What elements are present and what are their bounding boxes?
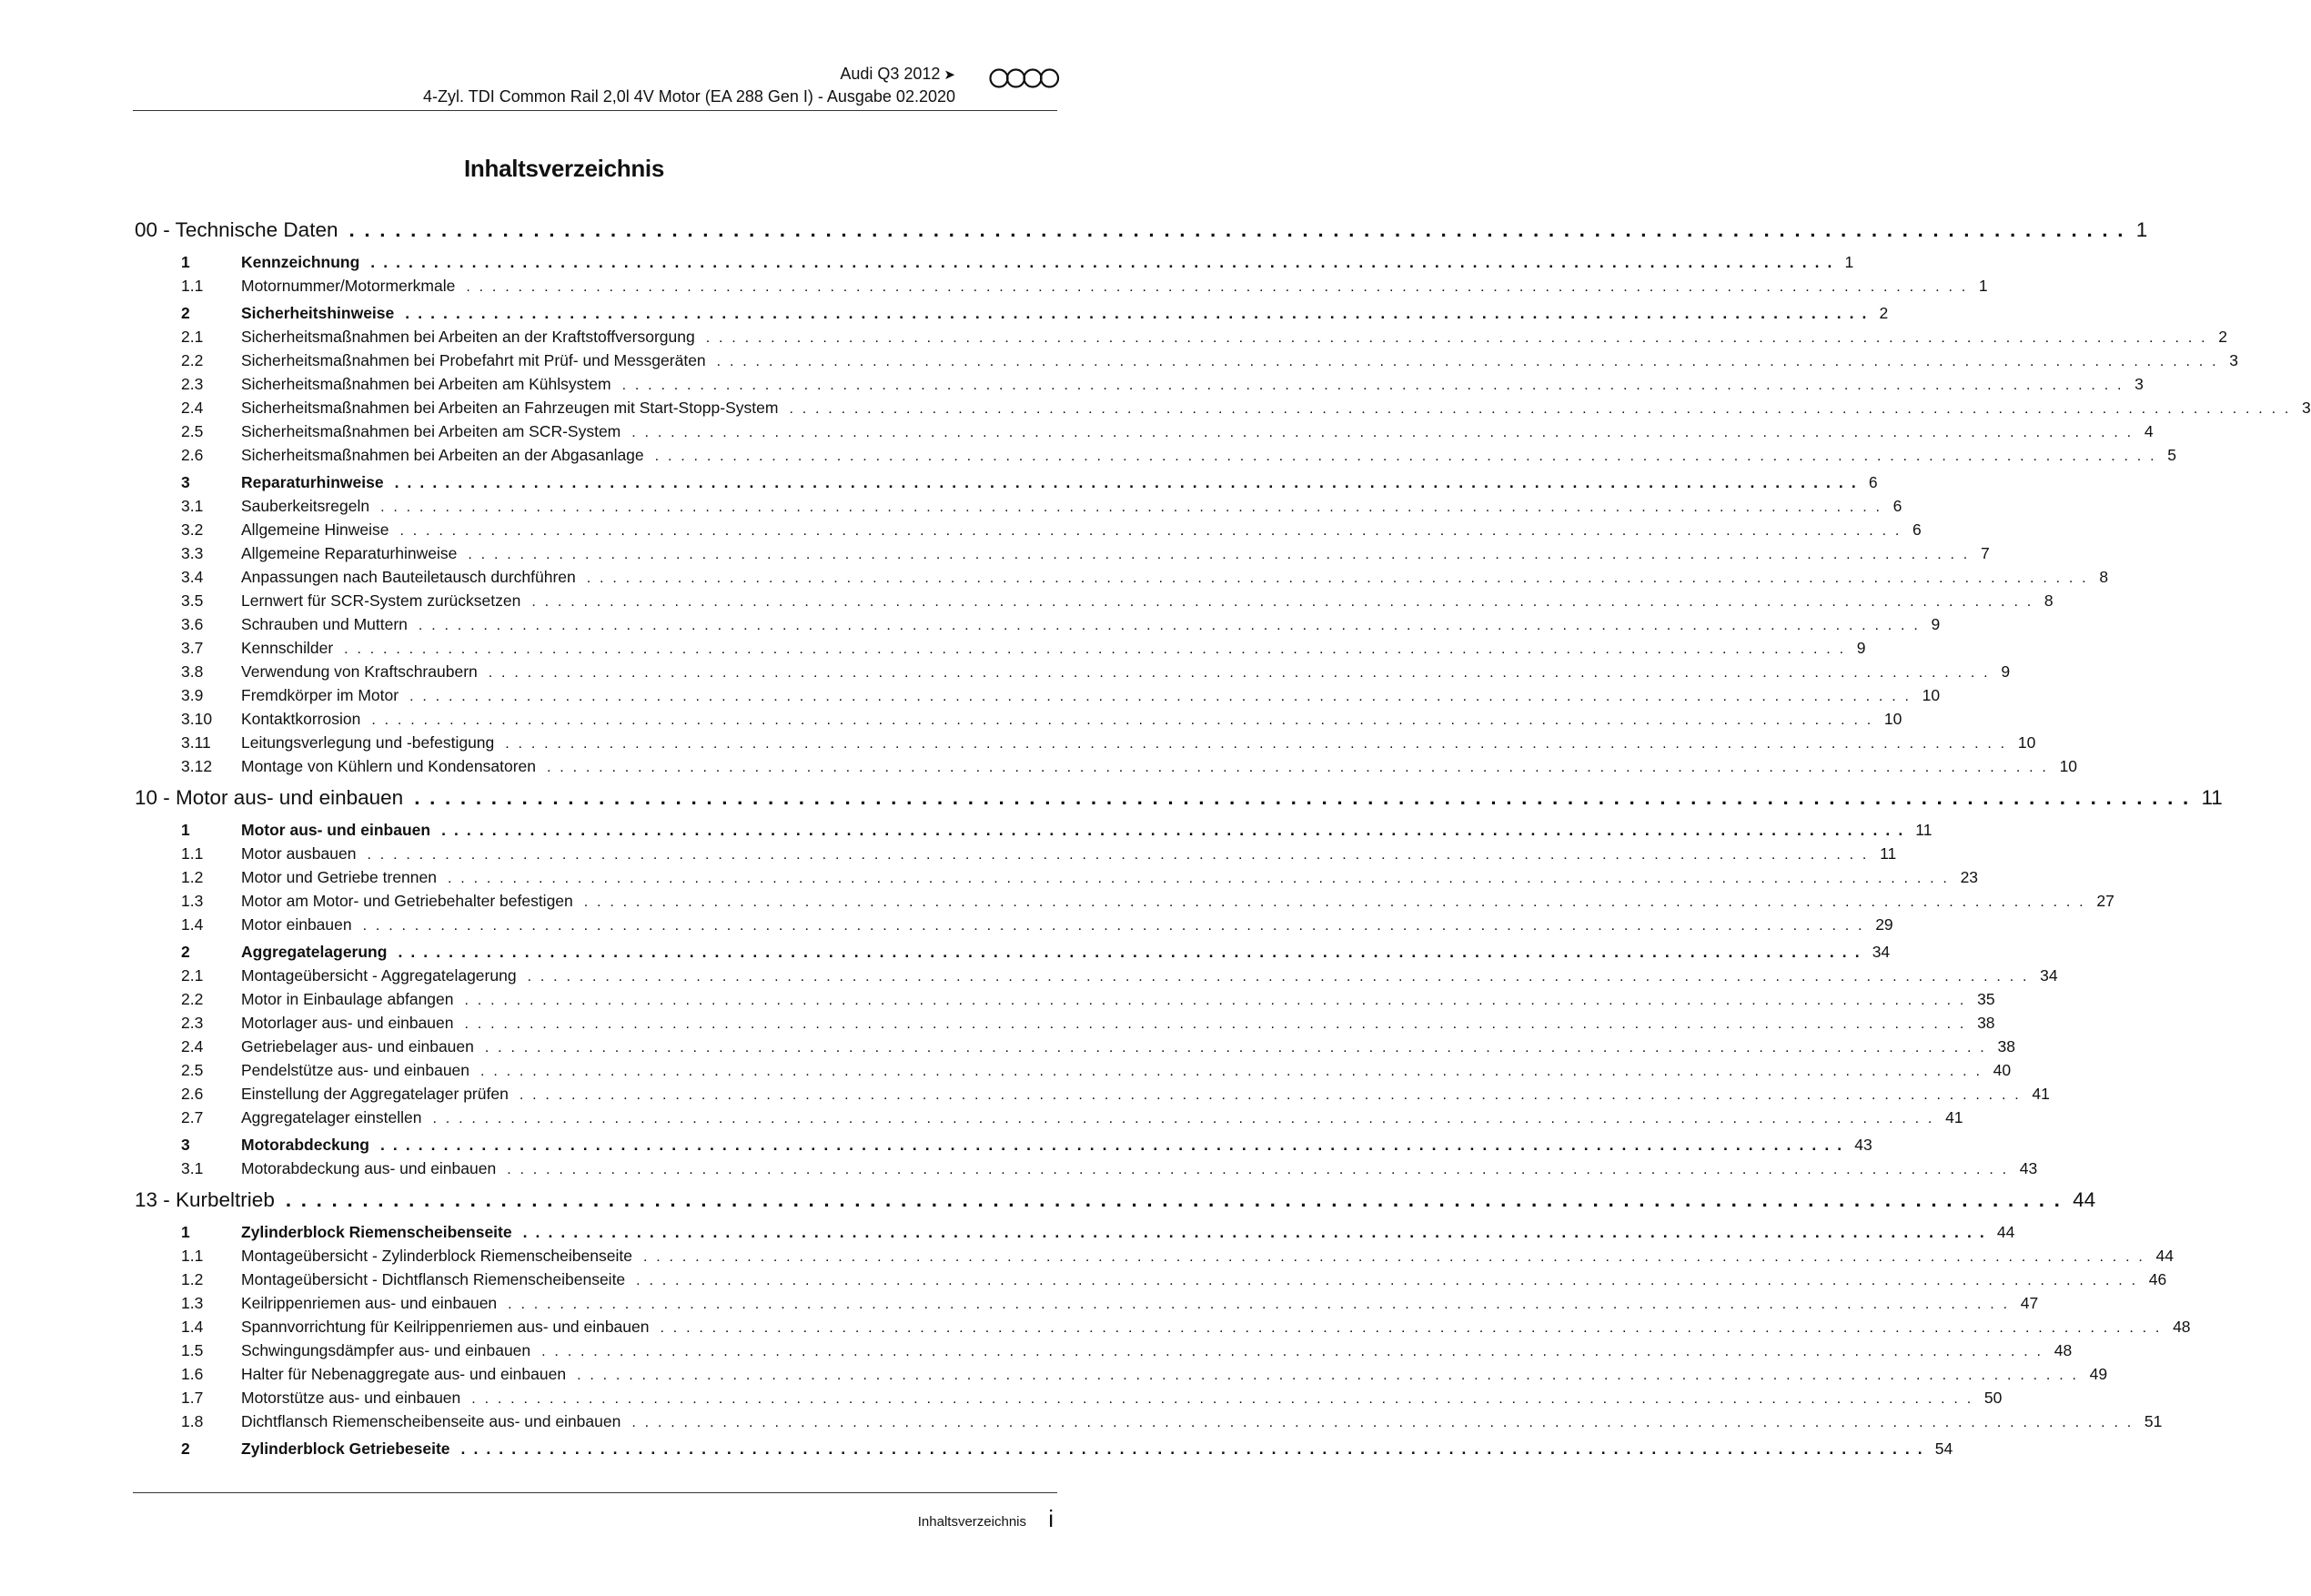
toc-entry-number: 1.2 (181, 868, 204, 886)
dot-leader: . . . . . . . . . . . . . . . . . . . . . . . . . . . . . . . . . . . . . . . . . . . . . . . . . . . . . . . . . . . . . . . . . . . . . . . . . . . . . . . . . . . . . . . . . . . . . . . . . . . . . . . . . . . . . . . . . . . . (379, 1136, 1844, 1154)
toc-entry-number: 3.3 (181, 544, 204, 562)
toc-entry-page: 54 (1934, 1439, 1953, 1458)
toc-entry-title: Montageübersicht - Aggregatelagerung (241, 966, 517, 985)
toc-entry-title: Getriebelager aus- und einbauen (241, 1037, 474, 1056)
dot-leader: . . . . . . . . . . . . . . . . . . . . . . . . . . . . . . . . . . . . . . . . . . . . . . . . . . . . . . . . . . . . . . . . . . . . . . . . . . . . . . . . . . . . . . . . . . . . . . . . . . . . . . . . . . . . . . . . . . . . (480, 1064, 1983, 1079)
toc-sub-row[interactable] (135, 1341, 2073, 1365)
toc-entry-number: 3.1 (181, 1159, 204, 1177)
toc-entry-page: 38 (1997, 1037, 2015, 1056)
toc-section-row[interactable] (135, 1439, 1953, 1463)
toc-entry-title: Allgemeine Reparaturhinweise (241, 544, 458, 562)
toc-entry-title: Motor aus- und einbauen (241, 821, 431, 839)
arrow-icon: ➤ (944, 67, 955, 83)
dot-leader: . . . . . . . . . . . . . . . . . . . . . . . . . . . . . . . . . . . . . . . . . . . . . . . . . . . . . . . . . . . . . . . . . . . . . . . . . . . . . . . . . . . . . . . . . . . . . . . . . . . . . . . . . . . . . . . . . . . . (460, 1439, 1924, 1458)
dot-leader: . . . . . . . . . . . . . . . . . . . . . . . . . . . . . . . . . . . . . . . . . . . . . . . . . . . . . . . . . . . . . . . . . . . . . . . . . . . . . . . . . . . . . . . . . . . . . . . . . . . . . . . . . . . . . . . . . . . . (519, 1087, 2022, 1103)
toc-entry-title: Motorabdeckung (241, 1136, 369, 1154)
toc-entry-page: 51 (2144, 1412, 2163, 1430)
toc-entry-title: Montageübersicht - Zylinderblock Riemenscheibenseite (241, 1247, 632, 1265)
toc-entry-page: 50 (1983, 1389, 2003, 1407)
dot-leader: . . . . . . . . . . . . . . . . . . . . . . . . . . . . . . . . . . . . . . . . . . . . . . . . . . . . . . . . . . . . . . . . . . . . . . . . . . . . . . . . . . . . . . . . . . . . . . . . . . . . . . . . . . . . . . . . . . . . (631, 425, 2134, 440)
toc-entry-page: 38 (1977, 1014, 1995, 1032)
footer-section-name: Inhaltsverzeichnis (917, 1514, 1026, 1530)
toc-sub-row[interactable] (135, 1270, 2167, 1294)
toc-entry-title: Motornummer/Motormerkmale (241, 277, 456, 295)
toc-entry-number: 3.1 (181, 497, 204, 515)
dot-leader: . . . . . . . . . . . . . . . . . . . . . . . . . . . . . . . . . . . . . . . . . . . . . . . . . . . . . . . . . . . . . . . . . . . . . . . . . . . . . . . . . . . . . . . . . . . . . . . . . . . . . . . . . . . . . . . . . . . . (508, 1297, 2010, 1312)
toc-entry-number: 1.4 (181, 915, 204, 934)
toc-sub-row[interactable] (135, 568, 2109, 591)
dot-leader: . . . . . . . . . . . . . . . . . . . . . . . . . . . . . . . . . . . . . . . . . . . . . . . . . . . . . . . . . . . . . . . . . . . . . . . . . . . . . . . . . . . . . . . . . . . . . . . . . . . . . . . . . . . . . . . . . . . . (464, 993, 1967, 1008)
toc-entry-number: 3.6 (181, 615, 204, 633)
toc-entry-title: Aggregatelager einstellen (241, 1108, 422, 1126)
toc-entry-page: 6 (1892, 497, 1902, 515)
toc-section-row[interactable] (135, 943, 1891, 966)
toc-entry-number: 1.7 (181, 1389, 204, 1407)
toc-sub-row[interactable] (135, 591, 2054, 615)
toc-entry-title: Sicherheitsmaßnahmen bei Arbeiten an Fahrzeugen mit Start-Stopp-System (241, 399, 779, 417)
header-engine: 4-Zyl. TDI Common Rail 2,0l 4V Motor (EA 288 Gen I) - Ausgabe 02.2020 (423, 87, 955, 106)
dot-leader: . . . . . . . . . . . . . . . . . . . . . . . . . . . . . . . . . . . . . . . . . . . . . . . . . . . . . . . . . . . . . . . . . . . . . . . . . . . . . . . . . . . . . . . . . . . . . . . . . . . . . . . . . . . . . . . . . . . . (705, 330, 2208, 346)
toc-entry-page: 43 (2019, 1159, 2038, 1177)
toc-entry-title: Fremdkörper im Motor (241, 686, 399, 704)
toc-entry-title: Motorlager aus- und einbauen (241, 1014, 454, 1032)
toc-entry-page: 35 (1977, 990, 1995, 1008)
toc-entry-title: Spannvorrichtung für Keilrippenriemen aus- und einbauen (241, 1318, 650, 1336)
toc-entry-page: 2 (1879, 304, 1889, 322)
toc-entry-page: 3 (2302, 399, 2311, 417)
dot-leader: . . . . . . . . . . . . . . . . . . . . . . . . . . . . . . . . . . . . . . . . . . . . . . . . . . . . . . . . . . . . . . . . . . . . . . . . . . . . . . . . . . . . . . . . . . . . . . . . . . . . . . . . . . . . . . . . . . . . (285, 1188, 2063, 1211)
toc-entry-page: 44 (2073, 1188, 2096, 1211)
toc-entry-page: 48 (2173, 1318, 2191, 1336)
toc-entry-number: 2.2 (181, 990, 204, 1008)
toc-entry-title: Sauberkeitsregeln (241, 497, 370, 515)
dot-leader: . . . . . . . . . . . . . . . . . . . . . . . . . . . . . . . . . . . . . . . . . . . . . . . . . . . . . . . . . . . . . . . . . . . . . . . . . . . . . . . . . . . . . . . . . . . . . . . . . . . . . . . . . . . . . . . . . . . . (464, 1016, 1967, 1032)
page-title: Inhaltsverzeichnis (463, 155, 665, 182)
toc-entry-number: 2 (181, 943, 190, 961)
toc-sub-row[interactable] (135, 446, 2176, 470)
toc-entry-title: Kennzeichnung (241, 253, 360, 271)
toc-entry-number: 3 (181, 1136, 190, 1154)
dot-leader: . . . . . . . . . . . . . . . . . . . . . . . . . . . . . . . . . . . . . . . . . . . . . . . . . . . . . . . . . . . . . . . . . . . . . . . . . . . . . . . . . . . . . . . . . . . . . . . . . . . . . . . . . . . . . . . . . . . . (547, 760, 2049, 775)
dot-leader: . . . . . . . . . . . . . . . . . . . . . . . . . . . . . . . . . . . . . . . . . . . . . . . . . . . . . . . . . . . . . . . . . . . . . . . . . . . . . . . . . . . . . . . . . . . . . . . . . . . . . . . . . . . . . . . . . . . . (362, 918, 1865, 934)
toc-entry-number: 2.5 (181, 422, 204, 440)
footer-page-number: i (1048, 1505, 1054, 1532)
toc-entry-title: Lernwert für SCR-System zurücksetzen (241, 591, 521, 610)
toc-entry-number: 3.5 (181, 591, 204, 610)
toc-entry-page: 34 (1872, 943, 1891, 961)
dot-leader: . . . . . . . . . . . . . . . . . . . . . . . . . . . . . . . . . . . . . . . . . . . . . . . . . . . . . . . . . . . . . . . . . . . . . . . . . . . . . . . . . . . . . . . . . . . . . . . . . . . . . . . . . . . . . . . . . . . . (789, 401, 2292, 417)
toc-entry-title: 10 - Motor aus- und einbauen (135, 786, 404, 809)
toc-section-row[interactable] (135, 253, 1854, 277)
toc-entry-title: Einstellung der Aggregatelager prüfen (241, 1085, 509, 1103)
toc-entry-number: 2 (181, 1439, 190, 1458)
toc-entry-title: Motor am Motor- und Getriebehalter befestigen (241, 892, 573, 910)
toc-entry-title: Aggregatelagerung (241, 943, 388, 961)
toc-entry-number: 2.4 (181, 1037, 204, 1056)
dot-leader: . . . . . . . . . . . . . . . . . . . . . . . . . . . . . . . . . . . . . . . . . . . . . . . . . . . . . . . . . . . . . . . . . . . . . . . . . . . . . . . . . . . . . . . . . . . . . . . . . . . . . . . . . . . . . . . . . . . . (468, 547, 1970, 562)
toc-entry-number: 2.3 (181, 375, 204, 393)
toc-entry-number: 1.8 (181, 1412, 204, 1430)
header-model (136, 64, 955, 86)
toc-sub-row[interactable] (135, 1389, 2003, 1412)
toc-entry-page: 9 (1931, 615, 1941, 633)
dot-leader: . . . . . . . . . . . . . . . . . . . . . . . . . . . . . . . . . . . . . . . . . . . . . . . . . . . . . . . . . . . . . . . . . . . . . . . . . . . . . . . . . . . . . . . . . . . . . . . . . . . . . . . . . . . . . . . . . . . . (586, 571, 2089, 586)
toc-entry-page: 1 (1978, 277, 1988, 295)
toc-entry-page: 6 (1868, 473, 1878, 491)
toc-entry-page: 49 (2089, 1365, 2108, 1383)
toc-entry-title: Montageübersicht - Dichtflansch Riemenscheibenseite (241, 1270, 626, 1288)
toc-entry-number: 2.1 (181, 966, 204, 985)
dot-leader: . . . . . . . . . . . . . . . . . . . . . . . . . . . . . . . . . . . . . . . . . . . . . . . . . . . . . . . . . . . . . . . . . . . . . . . . . . . . . . . . . . . . . . . . . . . . . . . . . . . . . . . . . . . . . . . . . . . . (654, 449, 2157, 464)
toc-entry-title: Sicherheitsmaßnahmen bei Probefahrt mit Prüf- und Messgeräten (241, 351, 706, 369)
dot-leader: . . . . . . . . . . . . . . . . . . . . . . . . . . . . . . . . . . . . . . . . . . . . . . . . . . . . . . . . . . . . . . . . . . . . . . . . . . . . . . . . . . . . . . . . . . . . . . . . . . . . . . . . . . . . . . . . . . . . (432, 1111, 1935, 1126)
toc-entry-title: Zylinderblock Riemenscheibenseite (241, 1223, 512, 1241)
toc-entry-page: 41 (2032, 1085, 2050, 1103)
header-divider (133, 110, 1057, 111)
toc-entry-number: 2 (181, 304, 190, 322)
toc-entry-page: 5 (2167, 446, 2176, 464)
dot-leader: . . . . . . . . . . . . . . . . . . . . . . . . . . . . . . . . . . . . . . . . . . . . . . . . . . . . . . . . . . . . . . . . . . . . . . . . . . . . . . . . . . . . . . . . . . . . . . . . . . . . . . . . . . . . . . . . . . . . (380, 500, 1882, 515)
toc-section-row[interactable] (135, 304, 1889, 328)
toc-entry-title: Kontaktkorrosion (241, 710, 361, 728)
toc-entry-title: Montage von Kühlern und Kondensatoren (241, 757, 536, 775)
toc-sub-row[interactable] (135, 892, 2114, 915)
toc-entry-title: Sicherheitsmaßnahmen bei Arbeiten am SCR-System (241, 422, 621, 440)
toc-entry-number: 2.7 (181, 1108, 204, 1126)
toc-entry-page: 44 (2155, 1247, 2174, 1265)
toc-entry-title: Sicherheitsmaßnahmen bei Arbeiten an der Kraftstoffversorgung (241, 328, 695, 346)
toc-sub-row[interactable] (135, 1159, 2038, 1183)
dot-leader: . . . . . . . . . . . . . . . . . . . . . . . . . . . . . . . . . . . . . . . . . . . . . . . . . . . . . . . . . . . . . . . . . . . . . . . . . . . . . . . . . . . . . . . . . . . . . . . . . . . . . . . . . . . . . . . . . . . . (471, 1391, 1973, 1407)
toc-sub-row[interactable] (135, 915, 1893, 939)
dot-leader: . . . . . . . . . . . . . . . . . . . . . . . . . . . . . . . . . . . . . . . . . . . . . . . . . . . . . . . . . . . . . . . . . . . . . . . . . . . . . . . . . . . . . . . . . . . . . . . . . . . . . . . . . . . . . . . . . . . . (448, 871, 1950, 886)
toc-entry-number: 1 (181, 821, 190, 839)
toc-sub-row[interactable] (135, 1247, 2174, 1270)
toc-sub-row[interactable] (135, 1318, 2191, 1341)
toc-entry-page: 9 (1856, 639, 1866, 657)
toc-entry-page: 10 (1883, 710, 1902, 728)
toc-entry-page: 10 (1922, 686, 1941, 704)
toc-entry-title: Sicherheitshinweise (241, 304, 395, 322)
dot-leader: . . . . . . . . . . . . . . . . . . . . . . . . . . . . . . . . . . . . . . . . . . . . . . . . . . . . . . . . . . . . . . . . . . . . . . . . . . . . . . . . . . . . . . . . . . . . . . . . . . . . . . . . . . . . . . . . . . . . (583, 894, 2086, 910)
toc-entry-page: 27 (2096, 892, 2114, 910)
table-of-contents (135, 218, 2311, 1463)
toc-entry-title: Motor in Einbaulage abfangen (241, 990, 454, 1008)
toc-chapter-row[interactable] (135, 1188, 2096, 1219)
toc-sub-row[interactable] (135, 375, 2144, 399)
toc-entry-number: 3.4 (181, 568, 204, 586)
toc-sub-row[interactable] (135, 710, 1902, 733)
toc-sub-row[interactable] (135, 990, 1995, 1014)
toc-entry-page: 10 (2017, 733, 2036, 752)
toc-entry-number: 1.3 (181, 1294, 204, 1312)
toc-entry-title: Motor einbauen (241, 915, 352, 934)
toc-entry-page: 9 (2001, 662, 2011, 681)
toc-sub-row[interactable] (135, 844, 1897, 868)
toc-entry-number: 2.3 (181, 1014, 204, 1032)
toc-entry-page: 48 (2054, 1341, 2073, 1359)
toc-entry-title: 13 - Kurbeltrieb (135, 1188, 275, 1211)
toc-entry-page: 40 (1993, 1061, 2012, 1079)
dot-leader: . . . . . . . . . . . . . . . . . . . . . . . . . . . . . . . . . . . . . . . . . . . . . . . . . . . . . . . . . . . . . . . . . . . . . . . . . . . . . . . . . . . . . . . . . . . . . . . . . . . . . . . . . . . . . . . . . . . . (505, 736, 2007, 752)
toc-entry-page: 29 (1875, 915, 1893, 934)
toc-sub-row[interactable] (135, 615, 1941, 639)
toc-entry-number: 1 (181, 1223, 190, 1241)
dot-leader: . . . . . . . . . . . . . . . . . . . . . . . . . . . . . . . . . . . . . . . . . . . . . . . . . . . . . . . . . . . . . . . . . . . . . . . . . . . . . . . . . . . . . . . . . . . . . . . . . . . . . . . . . . . . . . . . . . . . (527, 969, 2030, 985)
toc-entry-number: 3.8 (181, 662, 204, 681)
toc-entry-number: 3.2 (181, 520, 204, 539)
toc-entry-page: 3 (2229, 351, 2238, 369)
toc-entry-page: 23 (1960, 868, 1979, 886)
dot-leader: . . . . . . . . . . . . . . . . . . . . . . . . . . . . . . . . . . . . . . . . . . . . . . . . . . . . . . . . . . . . . . . . . . . . . . . . . . . . . . . . . . . . . . . . . . . . . . . . . . . . . . . . . . . . . . . . . . . . (507, 1162, 2009, 1177)
toc-entry-title: Schwingungsdämpfer aus- und einbauen (241, 1341, 531, 1359)
toc-entry-number: 1.1 (181, 1247, 204, 1265)
toc-entry-title: Reparaturhinweise (241, 473, 384, 491)
toc-entry-title: Motor ausbauen (241, 844, 357, 863)
toc-entry-title: Allgemeine Hinweise (241, 520, 389, 539)
toc-entry-page: 7 (1980, 544, 1990, 562)
toc-entry-page: 1 (2135, 218, 2148, 241)
dot-leader: . . . . . . . . . . . . . . . . . . . . . . . . . . . . . . . . . . . . . . . . . . . . . . . . . . . . . . . . . . . . . . . . . . . . . . . . . . . . . . . . . . . . . . . . . . . . . . . . . . . . . . . . . . . . . . . . . . . . (541, 1344, 2044, 1359)
dot-leader: . . . . . . . . . . . . . . . . . . . . . . . . . . . . . . . . . . . . . . . . . . . . . . . . . . . . . . . . . . . . . . . . . . . . . . . . . . . . . . . . . . . . . . . . . . . . . . . . . . . . . . . . . . . . . . . . . . . . (394, 473, 1858, 491)
toc-entry-title: Schrauben und Muttern (241, 615, 408, 633)
toc-sub-row[interactable] (135, 520, 1922, 544)
dot-leader: . . . . . . . . . . . . . . . . . . . . . . . . . . . . . . . . . . . . . . . . . . . . . . . . . . . . . . . . . . . . . . . . . . . . . . . . . . . . . . . . . . . . . . . . . . . . . . . . . . . . . . . . . . . . . . . . . . . . (348, 218, 2125, 241)
toc-sub-row[interactable] (135, 1061, 2012, 1085)
toc-entry-number: 3.9 (181, 686, 204, 704)
toc-sub-row[interactable] (135, 639, 1866, 662)
dot-leader: . . . . . . . . . . . . . . . . . . . . . . . . . . . . . . . . . . . . . . . . . . . . . . . . . . . . . . . . . . . . . . . . . . . . . . . . . . . . . . . . . . . . . . . . . . . . . . . . . . . . . . . . . . . . . . . . . . . . (466, 279, 1968, 295)
dot-leader: . . . . . . . . . . . . . . . . . . . . . . . . . . . . . . . . . . . . . . . . . . . . . . . . . . . . . . . . . . . . . . . . . . . . . . . . . . . . . . . . . . . . . . . . . . . . . . . . . . . . . . . . . . . . . . . . . . . . (621, 378, 2124, 393)
toc-entry-number: 2.2 (181, 351, 204, 369)
toc-sub-row[interactable] (135, 1108, 1963, 1132)
toc-sub-row[interactable] (135, 277, 1988, 300)
toc-entry-page: 4 (2144, 422, 2154, 440)
toc-entry-page: 3 (2134, 375, 2144, 393)
toc-chapter-row[interactable] (135, 786, 2223, 817)
toc-entry-number: 1 (181, 253, 190, 271)
toc-entry-page: 41 (1945, 1108, 1963, 1126)
toc-entry-title: Kennschilder (241, 639, 334, 657)
toc-entry-page: 44 (1996, 1223, 2015, 1241)
toc-entry-number: 2.6 (181, 446, 204, 464)
dot-leader: . . . . . . . . . . . . . . . . . . . . . . . . . . . . . . . . . . . . . . . . . . . . . . . . . . . . . . . . . . . . . . . . . . . . . . . . . . . . . . . . . . . . . . . . . . . . . . . . . . . . . . . . . . . . . . . . . . . . (522, 1223, 1986, 1241)
toc-entry-title: Sicherheitsmaßnahmen bei Arbeiten an der Abgasanlage (241, 446, 644, 464)
dot-leader: . . . . . . . . . . . . . . . . . . . . . . . . . . . . . . . . . . . . . . . . . . . . . . . . . . . . . . . . . . . . . . . . . . . . . . . . . . . . . . . . . . . . . . . . . . . . . . . . . . . . . . . . . . . . . . . . . . . . (371, 712, 1873, 728)
toc-entry-number: 1.3 (181, 892, 204, 910)
toc-entry-title: Motorstütze aus- und einbauen (241, 1389, 461, 1407)
toc-entry-number: 1.6 (181, 1365, 204, 1383)
toc-entry-number: 1.2 (181, 1270, 204, 1288)
toc-entry-page: 11 (1880, 844, 1897, 863)
toc-entry-number: 3 (181, 473, 190, 491)
dot-leader: . . . . . . . . . . . . . . . . . . . . . . . . . . . . . . . . . . . . . . . . . . . . . . . . . . . . . . . . . . . . . . . . . . . . . . . . . . . . . . . . . . . . . . . . . . . . . . . . . . . . . . . . . . . . . . . . . . . . (399, 523, 1902, 539)
toc-entry-title: Pendelstütze aus- und einbauen (241, 1061, 470, 1079)
dot-leader: . . . . . . . . . . . . . . . . . . . . . . . . . . . . . . . . . . . . . . . . . . . . . . . . . . . . . . . . . . . . . . . . . . . . . . . . . . . . . . . . . . . . . . . . . . . . . . . . . . . . . . . . . . . . . . . . . . . . (370, 253, 1834, 271)
audi-rings-logo-icon (988, 67, 1061, 89)
toc-sub-row[interactable] (135, 422, 2154, 446)
toc-sub-row[interactable] (135, 1085, 2050, 1108)
toc-entry-number: 3.10 (181, 710, 213, 728)
toc-sub-row[interactable] (135, 757, 2078, 781)
toc-entry-page: 46 (2148, 1270, 2167, 1288)
toc-sub-row[interactable] (135, 351, 2238, 375)
dot-leader: . . . . . . . . . . . . . . . . . . . . . . . . . . . . . . . . . . . . . . . . . . . . . . . . . . . . . . . . . . . . . . . . . . . . . . . . . . . . . . . . . . . . . . . . . . . . . . . . . . . . . . . . . . . . . . . . . . . . (484, 1040, 1987, 1056)
toc-entry-number: 3.12 (181, 757, 213, 775)
dot-leader: . . . . . . . . . . . . . . . . . . . . . . . . . . . . . . . . . . . . . . . . . . . . . . . . . . . . . . . . . . . . . . . . . . . . . . . . . . . . . . . . . . . . . . . . . . . . . . . . . . . . . . . . . . . . . . . . . . . . (631, 1415, 2134, 1430)
toc-sub-row[interactable] (135, 1014, 1995, 1037)
toc-sub-row[interactable] (135, 328, 2228, 351)
toc-entry-number: 2.1 (181, 328, 204, 346)
dot-leader: . . . . . . . . . . . . . . . . . . . . . . . . . . . . . . . . . . . . . . . . . . . . . . . . . . . . . . . . . . . . . . . . . . . . . . . . . . . . . . . . . . . . . . . . . . . . . . . . . . . . . . . . . . . . . . . . . . . . (577, 1368, 2079, 1383)
toc-entry-number: 3.11 (181, 733, 211, 752)
toc-section-row[interactable] (135, 821, 1933, 844)
toc-entry-number: 2.4 (181, 399, 204, 417)
toc-sub-row[interactable] (135, 1294, 2039, 1318)
toc-sub-row[interactable] (135, 966, 2058, 990)
dot-leader: . . . . . . . . . . . . . . . . . . . . . . . . . . . . . . . . . . . . . . . . . . . . . . . . . . . . . . . . . . . . . . . . . . . . . . . . . . . . . . . . . . . . . . . . . . . . . . . . . . . . . . . . . . . . . . . . . . . . (531, 594, 2033, 610)
toc-entry-page: 43 (1854, 1136, 1872, 1154)
toc-entry-page: 11 (1915, 821, 1933, 839)
toc-sub-row[interactable] (135, 1412, 2163, 1436)
toc-entry-title: Anpassungen nach Bauteiletausch durchführen (241, 568, 576, 586)
dot-leader: . . . . . . . . . . . . . . . . . . . . . . . . . . . . . . . . . . . . . . . . . . . . . . . . . . . . . . . . . . . . . . . . . . . . . . . . . . . . . . . . . . . . . . . . . . . . . . . . . . . . . . . . . . . . . . . . . . . . (716, 354, 2219, 369)
toc-section-row[interactable] (135, 1223, 2015, 1247)
toc-entry-title: Halter für Nebenaggregate aus- und einbauen (241, 1365, 567, 1383)
toc-entry-number: 1.5 (181, 1341, 204, 1359)
dot-leader: . . . . . . . . . . . . . . . . . . . . . . . . . . . . . . . . . . . . . . . . . . . . . . . . . . . . . . . . . . . . . . . . . . . . . . . . . . . . . . . . . . . . . . . . . . . . . . . . . . . . . . . . . . . . . . . . . . . . (409, 689, 1912, 704)
toc-entry-number: 1.1 (181, 844, 204, 863)
toc-entry-page: 11 (2201, 786, 2223, 809)
page-header (136, 64, 955, 106)
toc-sub-row[interactable] (135, 497, 1902, 520)
toc-entry-title: 00 - Technische Daten (135, 218, 338, 241)
dot-leader: . . . . . . . . . . . . . . . . . . . . . . . . . . . . . . . . . . . . . . . . . . . . . . . . . . . . . . . . . . . . . . . . . . . . . . . . . . . . . . . . . . . . . . . . . . . . . . . . . . . . . . . . . . . . . . . . . . . . (488, 665, 1991, 681)
toc-entry-page: 8 (2044, 591, 2054, 610)
toc-entry-page: 34 (2040, 966, 2058, 985)
toc-entry-title: Verwendung von Kraftschraubern (241, 662, 478, 681)
toc-entry-page: 10 (2059, 757, 2078, 775)
dot-leader: . . . . . . . . . . . . . . . . . . . . . . . . . . . . . . . . . . . . . . . . . . . . . . . . . . . . . . . . . . . . . . . . . . . . . . . . . . . . . . . . . . . . . . . . . . . . . . . . . . . . . . . . . . . . . . . . . . . . (418, 618, 1921, 633)
toc-entry-number: 2.6 (181, 1085, 204, 1103)
dot-leader: . . . . . . . . . . . . . . . . . . . . . . . . . . . . . . . . . . . . . . . . . . . . . . . . . . . . . . . . . . . . . . . . . . . . . . . . . . . . . . . . . . . . . . . . . . . . . . . . . . . . . . . . . . . . . . . . . . . . (636, 1273, 2138, 1288)
toc-chapter-row[interactable] (135, 218, 2148, 249)
dot-leader: . . . . . . . . . . . . . . . . . . . . . . . . . . . . . . . . . . . . . . . . . . . . . . . . . . . . . . . . . . . . . . . . . . . . . . . . . . . . . . . . . . . . . . . . . . . . . . . . . . . . . . . . . . . . . . . . . . . . (414, 786, 2191, 809)
toc-entry-title: Leitungsverlegung und -befestigung (241, 733, 495, 752)
toc-entry-page: 1 (1844, 253, 1854, 271)
toc-sub-row[interactable] (135, 662, 2011, 686)
dot-leader: . . . . . . . . . . . . . . . . . . . . . . . . . . . . . . . . . . . . . . . . . . . . . . . . . . . . . . . . . . . . . . . . . . . . . . . . . . . . . . . . . . . . . . . . . . . . . . . . . . . . . . . . . . . . . . . . . . . . (441, 821, 1905, 839)
toc-sub-row[interactable] (135, 686, 1941, 710)
toc-entry-page: 6 (1912, 520, 1922, 539)
toc-entry-page: 8 (2099, 568, 2109, 586)
dot-leader: . . . . . . . . . . . . . . . . . . . . . . . . . . . . . . . . . . . . . . . . . . . . . . . . . . . . . . . . . . . . . . . . . . . . . . . . . . . . . . . . . . . . . . . . . . . . . . . . . . . . . . . . . . . . . . . . . . . . (344, 641, 1846, 657)
toc-sub-row[interactable] (135, 399, 2311, 422)
toc-entry-title: Zylinderblock Getriebeseite (241, 1439, 450, 1458)
toc-section-row[interactable] (135, 473, 1878, 497)
toc-entry-number: 1.1 (181, 277, 204, 295)
toc-entry-number: 3.7 (181, 639, 204, 657)
toc-sub-row[interactable] (135, 1365, 2108, 1389)
dot-leader: . . . . . . . . . . . . . . . . . . . . . . . . . . . . . . . . . . . . . . . . . . . . . . . . . . . . . . . . . . . . . . . . . . . . . . . . . . . . . . . . . . . . . . . . . . . . . . . . . . . . . . . . . . . . . . . . . . . . (642, 1249, 2145, 1265)
toc-entry-title: Motorabdeckung aus- und einbauen (241, 1159, 497, 1177)
toc-entry-page: 2 (2218, 328, 2228, 346)
dot-leader: . . . . . . . . . . . . . . . . . . . . . . . . . . . . . . . . . . . . . . . . . . . . . . . . . . . . . . . . . . . . . . . . . . . . . . . . . . . . . . . . . . . . . . . . . . . . . . . . . . . . . . . . . . . . . . . . . . . . (398, 943, 1862, 961)
toc-sub-row[interactable] (135, 1037, 2015, 1061)
toc-sub-row[interactable] (135, 544, 1990, 568)
dot-leader: . . . . . . . . . . . . . . . . . . . . . . . . . . . . . . . . . . . . . . . . . . . . . . . . . . . . . . . . . . . . . . . . . . . . . . . . . . . . . . . . . . . . . . . . . . . . . . . . . . . . . . . . . . . . . . . . . . . . (660, 1320, 2163, 1336)
footer-divider (133, 1492, 1057, 1493)
toc-entry-title: Sicherheitsmaßnahmen bei Arbeiten am Kühlsystem (241, 375, 611, 393)
toc-entry-title: Motor und Getriebe trennen (241, 868, 437, 886)
toc-sub-row[interactable] (135, 868, 1979, 892)
header-model-text: Audi Q3 2012 (840, 65, 941, 83)
toc-entry-number: 2.5 (181, 1061, 204, 1079)
dot-leader: . . . . . . . . . . . . . . . . . . . . . . . . . . . . . . . . . . . . . . . . . . . . . . . . . . . . . . . . . . . . . . . . . . . . . . . . . . . . . . . . . . . . . . . . . . . . . . . . . . . . . . . . . . . . . . . . . . . . (405, 304, 1869, 322)
toc-entry-title: Keilrippenriemen aus- und einbauen (241, 1294, 498, 1312)
dot-leader: . . . . . . . . . . . . . . . . . . . . . . . . . . . . . . . . . . . . . . . . . . . . . . . . . . . . . . . . . . . . . . . . . . . . . . . . . . . . . . . . . . . . . . . . . . . . . . . . . . . . . . . . . . . . . . . . . . . . (367, 847, 1870, 863)
toc-entry-number: 1.4 (181, 1318, 204, 1336)
toc-section-row[interactable] (135, 1136, 1872, 1159)
toc-entry-page: 47 (2020, 1294, 2039, 1312)
toc-sub-row[interactable] (135, 733, 2036, 757)
toc-entry-title: Dichtflansch Riemenscheibenseite aus- und einbauen (241, 1412, 621, 1430)
